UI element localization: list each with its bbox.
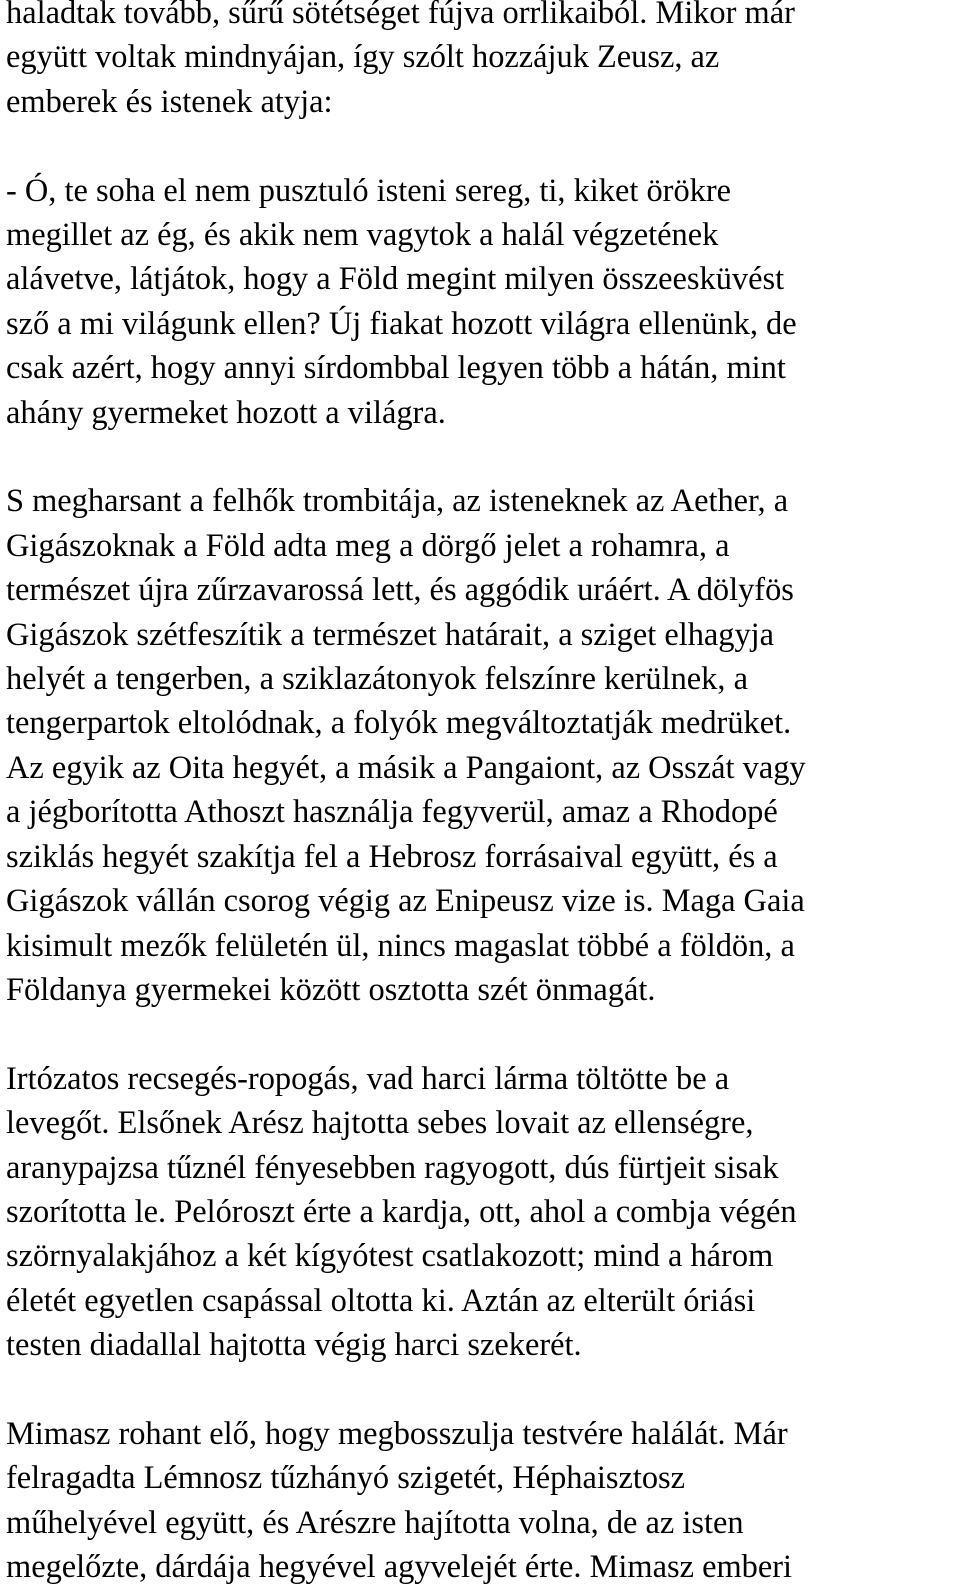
text-line: Gigászok vállán csorog végig az Enipeusz vize is. Maga Gaia	[6, 883, 805, 920]
paragraph-gap	[6, 124, 956, 168]
text-line: alávetve, látjátok, hogy a Föld megint milyen összeesküvést	[6, 261, 785, 298]
text-line: természet újra zűrzavarossá lett, és aggódik uráért. A dölyfös	[6, 572, 794, 609]
paragraph-gap	[6, 1012, 956, 1056]
text-line: testen diadallal hajtotta végig harci szekerét.	[6, 1327, 582, 1364]
text-line: szorította le. Pelóroszt érte a kardja, ott, ahol a combja végén	[6, 1193, 797, 1230]
text-line: a jégborította Athoszt használja fegyverül, amaz a Rhodopé	[6, 794, 778, 831]
text-line: ahány gyermeket hozott a világra.	[6, 394, 446, 431]
text-line: Irtózatos recsegés-ropogás, vad harci lárma töltötte be a	[6, 1060, 730, 1097]
text-line: tengerpartok eltolódnak, a folyók megváltoztatják medrüket.	[6, 705, 792, 742]
paragraph-1	[6, 0, 956, 124]
paragraph-2	[6, 169, 956, 435]
paragraph-5	[6, 1412, 956, 1590]
text-line: megelőzte, dárdája hegyével agyvelejét érte. Mimasz emberi	[6, 1549, 792, 1586]
text-line: sziklás hegyét szakítja fel a Hebrosz forrásaival együtt, és a	[6, 838, 778, 875]
text-line: Földanya gyermekei között osztotta szét önmagát.	[6, 971, 656, 1008]
text-line: haladtak tovább, sűrű sötétséget fújva orrlikaiból. Mikor már	[6, 0, 795, 31]
text-line: Gigászok szétfeszítik a természet határait, a sziget elhagyja	[6, 616, 775, 653]
text-line: csak azért, hogy annyi sírdombbal legyen több a hátán, mint	[6, 350, 786, 387]
text-line: életét egyetlen csapással oltotta ki. Aztán az elterült óriási	[6, 1282, 756, 1319]
text-line: Az egyik az Oita hegyét, a másik a Pangaiont, az Osszát vagy	[6, 749, 806, 786]
text-line: felragadta Lémnosz tűzhányó szigetét, Héphaisztosz	[6, 1460, 686, 1497]
text-line: S megharsant a felhők trombitája, az isteneknek az Aether, a	[6, 483, 789, 520]
text-line: szörnyalakjához a két kígyótest csatlakozott; mind a három	[6, 1238, 774, 1275]
document-page	[6, 0, 956, 1590]
text-line: kisimult mezők felületén ül, nincs magaslat többé a földön, a	[6, 927, 795, 964]
text-line: együtt voltak mindnyájan, így szólt hozzájuk Zeusz, az	[6, 39, 720, 76]
paragraph-gap	[6, 1368, 956, 1412]
text-line: aranypajzsa tűznél fényesebben ragyogott, dús fürtjeit sisak	[6, 1149, 779, 1186]
text-line: műhelyével együtt, és Arészre hajította volna, de az isten	[6, 1504, 744, 1541]
text-line: Gigászoknak a Föld adta meg a dörgő jelet a rohamra, a	[6, 527, 730, 564]
text-line: levegőt. Elsőnek Arész hajtotta sebes lovait az ellenségre,	[6, 1105, 754, 1142]
text-line: megillet az ég, és akik nem vagytok a halál végzetének	[6, 217, 719, 254]
paragraph-4	[6, 1057, 956, 1368]
paragraph-gap	[6, 435, 956, 479]
text-line: - Ó, te soha el nem pusztuló isteni sereg, ti, kiket örökre	[6, 172, 732, 209]
paragraph-3	[6, 479, 956, 1012]
text-line: emberek és istenek atyja:	[6, 83, 333, 120]
text-line: helyét a tengerben, a sziklazátonyok felszínre kerülnek, a	[6, 661, 748, 698]
text-line: sző a mi világunk ellen? Új fiakat hozott világra ellenünk, de	[6, 305, 797, 342]
text-line: Mimasz rohant elő, hogy megbosszulja testvére halálát. Már	[6, 1415, 788, 1452]
